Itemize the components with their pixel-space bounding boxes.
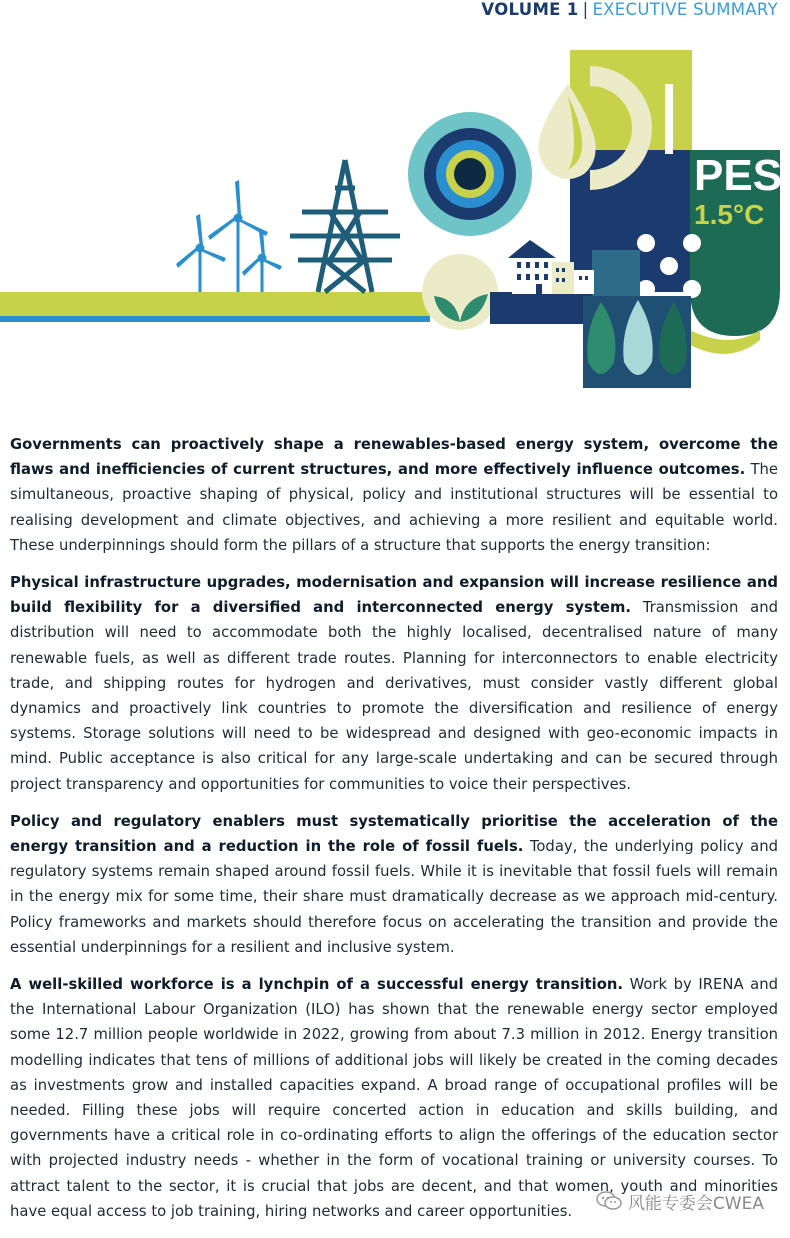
paragraph-lead: Policy and regulatory enablers must systematically prioritise the acceleration of the energy transition and a reduction in the role of fossil fuels. (10, 812, 778, 856)
page-header (481, 0, 778, 24)
header-separator: | (582, 0, 589, 19)
energy-illustration (0, 40, 790, 390)
transmission-tower-icon (290, 160, 400, 292)
wind-turbine-icon (208, 180, 268, 292)
paragraph-physical-infrastructure (10, 570, 778, 797)
wechat-icon (596, 1191, 622, 1216)
volume-label: VOLUME 1 (481, 0, 579, 19)
paragraph-governments (10, 432, 778, 558)
section-title: EXECUTIVE SUMMARY (592, 0, 778, 19)
pes-sign: PES (694, 151, 783, 200)
ground-band-blue (0, 316, 430, 322)
paragraph-lead: A well-skilled workforce is a lynchpin of a successful energy transition. (10, 976, 624, 994)
paragraph-policy-enablers (10, 809, 778, 960)
wind-turbine-icon (176, 214, 226, 292)
wind-turbine-icon (242, 230, 282, 292)
seedling-icon (422, 254, 498, 330)
summary-text (10, 432, 778, 1236)
paragraph-lead: Governments can proactively shape a renewables-based energy system, overcome the flaws and inefficiencies of current structures, and more effectively influence outcomes. (10, 436, 778, 479)
temperature-sign: 1.5°C (694, 199, 765, 230)
watermark-text: 风能专委会CWEA (627, 1193, 764, 1214)
paragraph-workforce (10, 972, 778, 1224)
paragraph-body: Transmission and distribution will need to accommodate both the highly localised, decentralised nature of many renewable fuels, as well as different trade routes. Planning for interconnectors to enable electricity trade, and shipping routes for hydrogen and derivatives, must consider vastly different global dynamics and proactively link countries to promote the diversification and resilience of energy systems. Storage solutions will need to be widespread and designed with geo-economic impacts in mind. Public acceptance is also critical for any large-scale undertaking and can be secured through project transparency and opportunities for communities to voice their perspectives. (10, 599, 778, 793)
ground-band-lime (0, 292, 430, 316)
paragraph-body: The simultaneous, proactive shaping of physical, policy and institutional structures will be essential to realising development and climate objectives, and achieving a more resilient and equitable world. These underpinnings should form the pillars of a structure that supports the energy transition: (10, 461, 778, 554)
paragraph-lead: Physical infrastructure upgrades, modernisation and expansion will increase resilience and build flexibility for a diversified and interconnected energy system. (10, 574, 778, 617)
paragraph-body: Work by IRENA and the International Labour Organization (ILO) has shown that the renewable energy sector employed some 12.7 million people worldwide in 2022, growing from about 7.3 million in 2012. Energy transition modelling indicates that tens of millions of additional jobs will likely be created in the coming decades as investments grow and installed capacities expand. A broad range of occupational profiles will be needed. Filling these jobs will require concerted action in education and skills building, and governments have a critical role in co-ordinating efforts to align the offerings of the education sector with projected industry needs - whether in the form of vocational training or university courses. To attract talent to the sector, it is crucial that jobs are decent, and that women, youth and minorities have equal access to job training, hiring networks and career opportunities. (10, 976, 778, 1220)
watermark (596, 1189, 764, 1217)
paragraph-body: Today, the underlying policy and regulatory systems remain shaped around fossil fuels. While it is inevitable that fossil fuels will remain in the energy mix for some time, their share must dramatically decrease as we approach mid-century. Policy frameworks and markets should therefore focus on accelerating the transition and provide the essential underpinnings for a resilient and inclusive system. (10, 838, 778, 956)
